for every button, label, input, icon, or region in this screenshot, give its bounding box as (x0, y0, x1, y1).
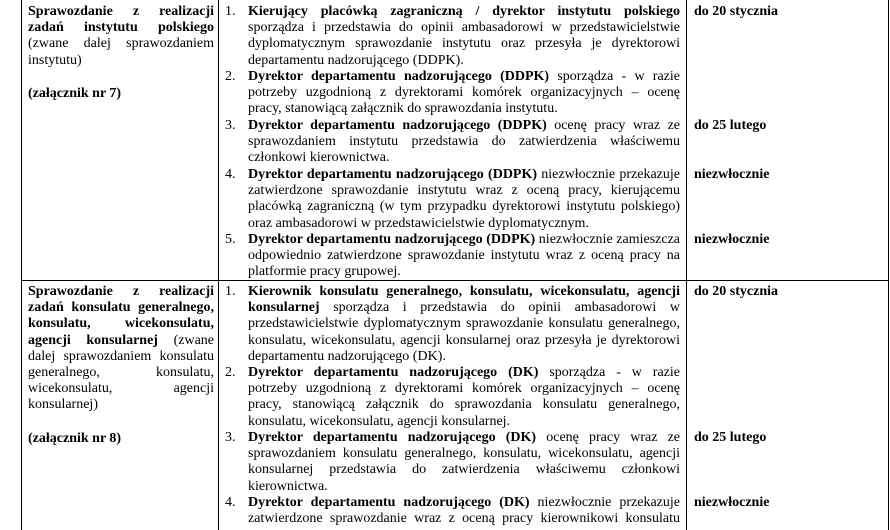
row1-item-2-number: 2. (225, 69, 236, 84)
row1-annex: (załącznik nr 7) (28, 86, 122, 101)
row1-item-5-bold: Dyrektor departamentu nadzorującego (DDPK) (248, 232, 536, 247)
row1-item-2-rest: sporządza - w razie potrzeby uzgodnioną z dyrektorami komórek organizacyjnych – ocenę pracy, stanowiącą załącznik do sprawozdania instytutu. (248, 69, 680, 117)
row2-deadline-2: do 25 lutego (694, 430, 767, 445)
row1-item-4-bold: Dyrektor departamentu nadzorującego (DDPK) (248, 167, 538, 182)
table-border-col1 (218, 0, 219, 530)
row1-item-3-rest: ocenę pracy wraz ze sprawozdaniem instytutu przedstawia do zatwierdzenia właściwemu członkowi kierownictwa. (248, 118, 680, 166)
row2-title (28, 284, 214, 414)
table-border-right (888, 0, 889, 530)
table-border-left (21, 0, 22, 530)
row1-title-bold: Sprawozdanie z realizacji zadań instytutu polskiego (28, 4, 214, 36)
row2-item-4 (225, 495, 680, 527)
row1-item-1 (225, 4, 680, 69)
row1-title-rest: (zwane dalej sprawozdaniem instytutu) (28, 36, 214, 68)
row1-item-4 (225, 167, 680, 232)
row2-item-1-rest: sporządza i przedstawia do opinii ambasadorowi w przedstawicielstwie dyplomatycznym sprawozdanie konsulatu generalnego, konsulatu, wicekonsulatu, agencji konsularnej oraz przesyła je dyrektorowi departamentu nadzorującego (DK). (248, 300, 680, 364)
row1-item-2 (225, 69, 680, 118)
row1-deadline-3: niezwłocznie (694, 167, 770, 182)
row2-annex: (załącznik nr 8) (28, 431, 122, 446)
row2-item-4-number: 4. (225, 495, 236, 510)
row2-item-2 (225, 365, 680, 430)
row1-item-4-number: 4. (225, 167, 236, 182)
table-border-col2 (686, 0, 687, 530)
row1-item-5 (225, 232, 680, 281)
row1-item-5-rest: niezwłocznie zamieszcza odpowiednio zatwierdzone sprawozdanie instytutu wraz z oceną pracy na platformie pracy grupowej. (248, 232, 680, 280)
row1-item-3-number: 3. (225, 118, 236, 133)
row1-title (28, 4, 214, 69)
row1-deadline-4: niezwłocznie (694, 232, 770, 247)
row1-item-1-bold: Kierujący placówką zagraniczną / dyrektor instytutu polskiego (248, 4, 680, 19)
row1-deadline-1: do 20 stycznia (694, 4, 778, 19)
row1-item-1-rest: sporządza i przedstawia do opinii ambasadorowi w przedstawicielstwie dyplomatycznym sprawozdanie instytutu oraz przesyła je dyrektorowi departamentu nadzorującego (DDPK). (248, 20, 680, 68)
row2-item-1-bold: Kierownik konsulatu generalnego, konsulatu, wicekonsulatu, agencji konsularnej (248, 284, 680, 316)
row2-item-4-rest: niezwłocznie przekazuje zatwierdzone sprawozdanie wraz z oceną pracy kierownikowi konsulatu (248, 495, 680, 527)
row2-item-3 (225, 430, 680, 495)
row1-deadline-2: do 25 lutego (694, 118, 767, 133)
row2-item-3-bold: Dyrektor departamentu nadzorującego (DK) (248, 430, 537, 445)
row2-item-2-bold: Dyrektor departamentu nadzorującego (DK) (248, 365, 539, 380)
row2-item-2-number: 2. (225, 365, 236, 380)
row2-deadline-1: do 20 stycznia (694, 284, 778, 299)
row2-title-bold: Sprawozdanie z realizacji zadań konsulatu generalnego, konsulatu, wicekonsulatu, agencji konsularnej (28, 284, 214, 348)
row1-item-4-rest: niezwłocznie przekazuje zatwierdzone sprawozdanie instytutu wraz z oceną pracy, kierującemu placówką zagraniczną (w tym przypadku dyrektorowi instytutu polskiego) oraz ambasadorowi w przedstawicielstwie dyplomatycznym. (248, 167, 680, 231)
row1-item-1-number: 1. (225, 4, 236, 19)
row1-item-5-number: 5. (225, 232, 236, 247)
row1-item-3-bold: Dyrektor departamentu nadzorującego (DDPK) (248, 118, 547, 133)
row2-deadline-3: niezwłocznie (694, 495, 770, 510)
row1-item-3 (225, 118, 680, 167)
row2-item-1 (225, 284, 680, 365)
row2-item-2-rest: sporządza - w razie potrzeby uzgodnioną z dyrektorami komórek organizacyjnych – ocenę pracy, stanowiącą załącznik do sprawozdania konsulatu generalnego, konsulatu, wicekonsulatu, agencji konsularnej. (248, 365, 680, 429)
row1-item-2-bold: Dyrektor departamentu nadzorującego (DDPK) (248, 69, 550, 84)
row2-item-3-rest: ocenę pracy wraz ze sprawozdaniem konsulatu generalnego, konsulatu, wicekonsulatu, agencji konsularnej przedstawia do zatwierdzenia właściwemu członkowi kierownictwa. (248, 430, 681, 494)
row2-item-1-number: 1. (225, 284, 236, 299)
row2-item-4-bold: Dyrektor departamentu nadzorującego (DK) (248, 495, 530, 510)
row2-item-3-number: 3. (225, 430, 236, 445)
row2-title-rest: (zwane dalej sprawozdaniem konsulatu generalnego, konsulatu, wicekonsulatu, agencji konsularnej) (28, 332, 214, 413)
